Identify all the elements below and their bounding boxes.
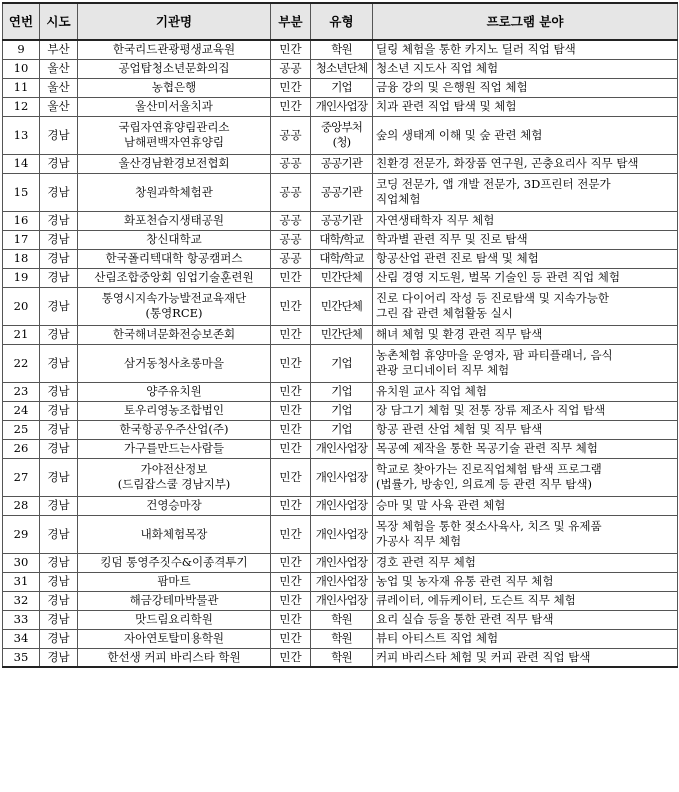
cell-region: 경남 [40, 572, 78, 591]
cell-program: 코딩 전문가, 앱 개발 전문가, 3D프린터 전문가 직업체험 [373, 173, 678, 211]
cell-program: 항공산업 관련 진로 탐색 및 체험 [373, 249, 678, 268]
cell-region: 경남 [40, 553, 78, 572]
cell-sector: 민간 [271, 401, 311, 420]
cell-no: 16 [3, 211, 40, 230]
header-row [3, 3, 678, 40]
table-row [3, 610, 678, 629]
cell-program: 친환경 전문가, 화장품 연구원, 곤충요리사 직무 탐색 [373, 154, 678, 173]
cell-program: 목장 체험을 통한 젖소사육사, 치즈 및 유제품 가공사 직무 체험 [373, 515, 678, 553]
cell-program: 진로 다이어리 작성 등 진로탐색 및 지속가능한 그린 잡 관련 체험활동 실시 [373, 287, 678, 325]
cell-region: 경남 [40, 173, 78, 211]
cell-program: 딜링 체험을 통한 카지노 딜러 직업 탐색 [373, 40, 678, 59]
cell-org: 국립자연휴양림관리소 남해편백자연휴양림 [78, 116, 271, 154]
cell-org: 한국폴리텍대학 항공캠퍼스 [78, 249, 271, 268]
header-sector: 부분 [271, 3, 311, 40]
cell-sector: 민간 [271, 572, 311, 591]
cell-type: 기업 [311, 78, 373, 97]
cell-no: 9 [3, 40, 40, 59]
table-row [3, 97, 678, 116]
table-row [3, 325, 678, 344]
table-row [3, 154, 678, 173]
cell-type: 학원 [311, 648, 373, 667]
cell-program: 농업 및 농자재 유통 관련 직무 체험 [373, 572, 678, 591]
cell-no: 35 [3, 648, 40, 667]
cell-no: 22 [3, 344, 40, 382]
cell-sector: 민간 [271, 496, 311, 515]
cell-no: 25 [3, 420, 40, 439]
cell-org: 화포천습지생태공원 [78, 211, 271, 230]
cell-org: 한국항공우주산업(주) [78, 420, 271, 439]
cell-type: 공공기관 [311, 211, 373, 230]
cell-type: 민간단체 [311, 268, 373, 287]
cell-sector: 민간 [271, 420, 311, 439]
cell-program: 승마 및 말 사육 관련 체험 [373, 496, 678, 515]
cell-sector: 공공 [271, 249, 311, 268]
cell-region: 경남 [40, 420, 78, 439]
cell-region: 경남 [40, 154, 78, 173]
cell-sector: 민간 [271, 97, 311, 116]
cell-sector: 공공 [271, 154, 311, 173]
cell-no: 24 [3, 401, 40, 420]
cell-type: 대학/학교 [311, 249, 373, 268]
cell-region: 경남 [40, 591, 78, 610]
cell-sector: 민간 [271, 515, 311, 553]
cell-region: 경남 [40, 268, 78, 287]
cell-no: 33 [3, 610, 40, 629]
header-no: 연번 [3, 3, 40, 40]
cell-no: 18 [3, 249, 40, 268]
cell-program: 해녀 체험 및 환경 관련 직무 탐색 [373, 325, 678, 344]
cell-sector: 민간 [271, 553, 311, 572]
cell-sector: 민간 [271, 458, 311, 496]
cell-sector: 민간 [271, 78, 311, 97]
cell-org: 공업탑청소년문화의집 [78, 59, 271, 78]
table-row [3, 572, 678, 591]
cell-sector: 민간 [271, 648, 311, 667]
cell-program: 학과별 관련 직무 및 진로 탐색 [373, 230, 678, 249]
cell-no: 30 [3, 553, 40, 572]
cell-type: 학원 [311, 629, 373, 648]
cell-no: 13 [3, 116, 40, 154]
cell-org: 한선생 커피 바리스타 학원 [78, 648, 271, 667]
cell-program: 목공예 제작을 통한 목공기술 관련 직무 체험 [373, 439, 678, 458]
cell-program: 경호 관련 직무 체험 [373, 553, 678, 572]
cell-org: 한국리드관광평생교육원 [78, 40, 271, 59]
cell-program: 치과 관련 직업 탐색 및 체험 [373, 97, 678, 116]
cell-region: 경남 [40, 401, 78, 420]
cell-type: 민간단체 [311, 287, 373, 325]
header-org: 기관명 [78, 3, 271, 40]
table-row [3, 344, 678, 382]
cell-no: 17 [3, 230, 40, 249]
table-row [3, 59, 678, 78]
cell-org: 창신대학교 [78, 230, 271, 249]
cell-type: 기업 [311, 420, 373, 439]
cell-sector: 공공 [271, 230, 311, 249]
table-row [3, 211, 678, 230]
table-row [3, 515, 678, 553]
cell-sector: 민간 [271, 268, 311, 287]
cell-org: 창원과학체험관 [78, 173, 271, 211]
cell-no: 11 [3, 78, 40, 97]
cell-region: 경남 [40, 325, 78, 344]
cell-region: 울산 [40, 59, 78, 78]
header-type: 유형 [311, 3, 373, 40]
cell-sector: 민간 [271, 40, 311, 59]
cell-no: 14 [3, 154, 40, 173]
table-row [3, 287, 678, 325]
cell-region: 경남 [40, 648, 78, 667]
cell-type: 개인사업장 [311, 97, 373, 116]
header-program: 프로그램 분야 [373, 3, 678, 40]
table-row [3, 116, 678, 154]
cell-org: 양주유치원 [78, 382, 271, 401]
cell-sector: 공공 [271, 211, 311, 230]
cell-type: 개인사업장 [311, 572, 373, 591]
cell-program: 학교로 찾아가는 진로직업체험 탐색 프로그램 (법률가, 방송인, 의료계 등 관련 직무 탐색) [373, 458, 678, 496]
cell-type: 기업 [311, 344, 373, 382]
cell-program: 큐레이터, 에듀케이터, 도슨트 직무 체험 [373, 591, 678, 610]
cell-region: 경남 [40, 344, 78, 382]
cell-no: 28 [3, 496, 40, 515]
cell-sector: 민간 [271, 344, 311, 382]
cell-program: 청소년 지도사 직업 체험 [373, 59, 678, 78]
cell-org: 맛드림요리학원 [78, 610, 271, 629]
cell-sector: 민간 [271, 439, 311, 458]
cell-org: 내화체험목장 [78, 515, 271, 553]
cell-no: 26 [3, 439, 40, 458]
cell-org: 자아연토탈미용학원 [78, 629, 271, 648]
cell-region: 경남 [40, 382, 78, 401]
cell-program: 커피 바리스타 체험 및 커피 관련 직업 탐색 [373, 648, 678, 667]
cell-type: 개인사업장 [311, 496, 373, 515]
cell-no: 27 [3, 458, 40, 496]
cell-no: 10 [3, 59, 40, 78]
cell-org: 삼거동청사초롱마을 [78, 344, 271, 382]
cell-org: 가야전산정보 (드림잡스쿨 경남지부) [78, 458, 271, 496]
cell-type: 민간단체 [311, 325, 373, 344]
cell-no: 34 [3, 629, 40, 648]
cell-region: 경남 [40, 629, 78, 648]
table-row [3, 439, 678, 458]
cell-region: 울산 [40, 97, 78, 116]
cell-region: 경남 [40, 439, 78, 458]
cell-no: 32 [3, 591, 40, 610]
cell-program: 산림 경영 지도원, 벌목 기술인 등 관련 직업 체험 [373, 268, 678, 287]
table-row [3, 268, 678, 287]
cell-program: 장 담그기 체험 및 전통 장류 제조사 직업 탐색 [373, 401, 678, 420]
cell-program: 자연생태학자 직무 체험 [373, 211, 678, 230]
cell-type: 개인사업장 [311, 591, 373, 610]
cell-org: 가구를만드는사람들 [78, 439, 271, 458]
cell-no: 31 [3, 572, 40, 591]
cell-type: 공공기관 [311, 173, 373, 211]
cell-org: 한국해녀문화전승보존회 [78, 325, 271, 344]
cell-org: 산림조합중앙회 임업기술훈련원 [78, 268, 271, 287]
cell-type: 개인사업장 [311, 458, 373, 496]
cell-sector: 공공 [271, 59, 311, 78]
cell-org: 통영시지속가능발전교육재단 (통영RCE) [78, 287, 271, 325]
cell-org: 농협은행 [78, 78, 271, 97]
cell-no: 19 [3, 268, 40, 287]
cell-no: 15 [3, 173, 40, 211]
cell-type: 개인사업장 [311, 439, 373, 458]
table-body [3, 40, 678, 667]
cell-no: 20 [3, 287, 40, 325]
cell-region: 경남 [40, 249, 78, 268]
cell-sector: 공공 [271, 173, 311, 211]
cell-region: 경남 [40, 116, 78, 154]
cell-type: 개인사업장 [311, 515, 373, 553]
cell-sector: 민간 [271, 591, 311, 610]
table-row [3, 629, 678, 648]
cell-region: 경남 [40, 211, 78, 230]
cell-region: 부산 [40, 40, 78, 59]
table-row [3, 591, 678, 610]
table-row [3, 249, 678, 268]
cell-org: 팜마트 [78, 572, 271, 591]
table-row [3, 458, 678, 496]
cell-type: 학원 [311, 40, 373, 59]
cell-org: 울산미서울치과 [78, 97, 271, 116]
cell-org: 토우리영농조합법인 [78, 401, 271, 420]
cell-no: 21 [3, 325, 40, 344]
table-row [3, 496, 678, 515]
cell-region: 경남 [40, 610, 78, 629]
cell-no: 23 [3, 382, 40, 401]
cell-sector: 공공 [271, 116, 311, 154]
cell-type: 학원 [311, 610, 373, 629]
cell-type: 개인사업장 [311, 553, 373, 572]
program-table [2, 2, 678, 668]
cell-program: 숲의 생태계 이해 및 숲 관련 체험 [373, 116, 678, 154]
cell-sector: 민간 [271, 287, 311, 325]
cell-type: 기업 [311, 401, 373, 420]
cell-region: 경남 [40, 458, 78, 496]
cell-no: 29 [3, 515, 40, 553]
cell-program: 항공 관련 산업 체험 및 직무 탐색 [373, 420, 678, 439]
header-region: 시도 [40, 3, 78, 40]
cell-type: 대학/학교 [311, 230, 373, 249]
cell-sector: 민간 [271, 629, 311, 648]
table-row [3, 648, 678, 667]
cell-region: 경남 [40, 230, 78, 249]
table-row [3, 78, 678, 97]
cell-sector: 민간 [271, 610, 311, 629]
table-row [3, 553, 678, 572]
cell-org: 해금강테마박물관 [78, 591, 271, 610]
cell-program: 금융 강의 및 은행원 직업 체험 [373, 78, 678, 97]
table-row [3, 382, 678, 401]
cell-org: 킹덤 통영주짓수&이종격투기 [78, 553, 271, 572]
cell-type: 중앙부처(청) [311, 116, 373, 154]
table-row [3, 40, 678, 59]
table-row [3, 230, 678, 249]
table-row [3, 173, 678, 211]
cell-sector: 민간 [271, 382, 311, 401]
cell-program: 유치원 교사 직업 체험 [373, 382, 678, 401]
cell-region: 울산 [40, 78, 78, 97]
cell-program: 농촌체험 휴양마을 운영자, 팜 파티플래너, 음식 관광 코디네이터 직무 체험 [373, 344, 678, 382]
table-row [3, 401, 678, 420]
cell-type: 청소년단체 [311, 59, 373, 78]
cell-sector: 민간 [271, 325, 311, 344]
cell-program: 요리 실습 등을 통한 관련 직무 탐색 [373, 610, 678, 629]
cell-region: 경남 [40, 496, 78, 515]
cell-region: 경남 [40, 287, 78, 325]
cell-org: 울산경남환경보전협회 [78, 154, 271, 173]
cell-program: 뷰티 아티스트 직업 체험 [373, 629, 678, 648]
cell-no: 12 [3, 97, 40, 116]
cell-org: 건영승마장 [78, 496, 271, 515]
cell-type: 기업 [311, 382, 373, 401]
cell-type: 공공기관 [311, 154, 373, 173]
table-row [3, 420, 678, 439]
cell-region: 경남 [40, 515, 78, 553]
